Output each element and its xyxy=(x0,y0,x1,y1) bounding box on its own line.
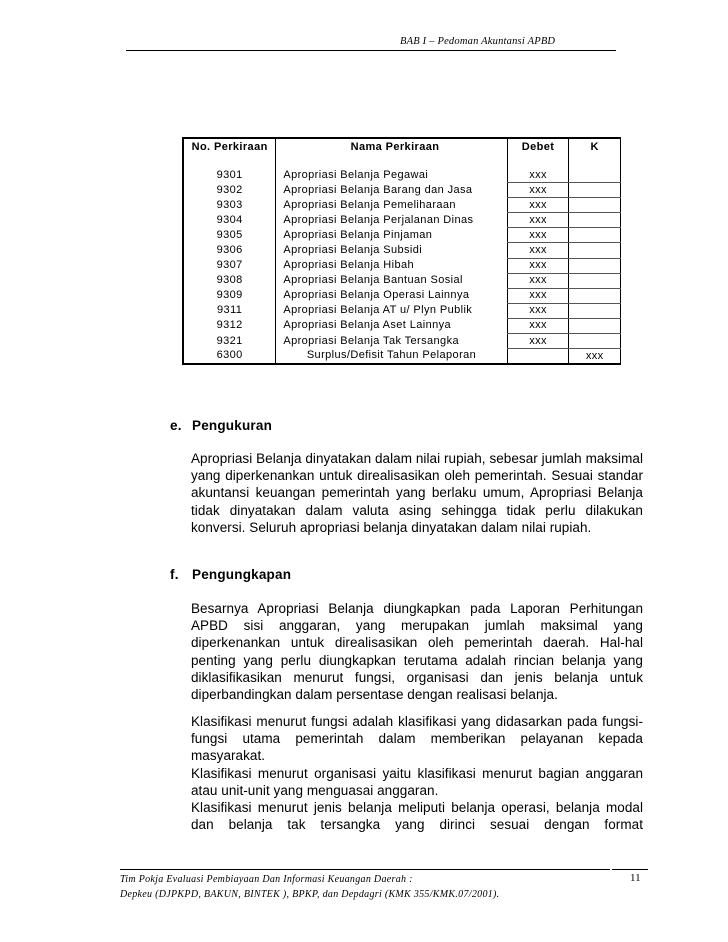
cell-nama: Apropriasi Belanja Subsidi xyxy=(276,243,507,258)
cell-no: 9303 xyxy=(183,198,276,213)
cell-k xyxy=(569,198,621,213)
cell-nama: Apropriasi Belanja Barang dan Jasa xyxy=(276,183,507,198)
header-rule xyxy=(126,50,616,51)
table-row xyxy=(183,334,621,349)
cell-debet: xxx xyxy=(507,243,569,258)
cell-nama: Surplus/Defisit Tahun Pelaporan xyxy=(276,349,507,365)
cell-nama: Apropriasi Belanja Bantuan Sosial xyxy=(276,273,507,288)
cell-nama: Apropriasi Belanja Pemeliharaan xyxy=(276,198,507,213)
cell-debet: xxx xyxy=(507,303,569,318)
table-row xyxy=(183,168,621,183)
cell-k xyxy=(569,243,621,258)
header-debet: Debet xyxy=(507,138,569,168)
cell-debet: xxx xyxy=(507,258,569,273)
cell-k xyxy=(569,258,621,273)
table-row xyxy=(183,273,621,288)
cell-k xyxy=(569,334,621,349)
footer-rule xyxy=(120,869,610,870)
cell-no: 9301 xyxy=(183,168,276,183)
section-e-heading xyxy=(170,418,272,433)
header-k: K xyxy=(569,138,621,168)
cell-k xyxy=(569,213,621,228)
table-header-row xyxy=(183,138,621,168)
section-f-paragraph-1: Besarnya Apropriasi Belanja diungkapkan pada Laporan Perhitungan APBD sisi anggaran, yang merupakan jumlah maksimal yang diperkenankan untuk direalisasikan oleh pemerintah daerah. Hal-hal penting yang perlu diungkapkan terutama adalah rincian belanja yang diklasifikasikan menurut fungsi, organisasi dan jenis belanja untuk diperbandingkan dalam persentase dengan realisasi belanja. xyxy=(191,601,643,703)
cell-nama: Apropriasi Belanja Pinjaman xyxy=(276,228,507,243)
running-header: BAB I – Pedoman Akuntansi APBD xyxy=(400,36,556,47)
cell-nama: Apropriasi Belanja Aset Lainnya xyxy=(276,318,507,333)
cell-debet: xxx xyxy=(507,318,569,333)
table-row xyxy=(183,213,621,228)
table-row xyxy=(183,198,621,213)
cell-k xyxy=(569,228,621,243)
cell-k xyxy=(569,168,621,183)
table-row xyxy=(183,318,621,333)
table-row xyxy=(183,288,621,303)
section-f-paragraph-3: Klasifikasi menurut organisasi yaitu klasifikasi menurut bagian anggaran atau unit-unit yang menguasai anggaran. xyxy=(191,766,643,799)
cell-debet: xxx xyxy=(507,168,569,183)
cell-debet: xxx xyxy=(507,198,569,213)
cell-k: xxx xyxy=(569,349,621,365)
cell-no: 9311 xyxy=(183,303,276,318)
table-row xyxy=(183,183,621,198)
footer xyxy=(120,873,590,902)
cell-k xyxy=(569,303,621,318)
header-no-perkiraan: No. Perkiraan xyxy=(183,138,276,168)
section-f-heading xyxy=(170,567,291,582)
cell-nama: Apropriasi Belanja AT u/ Plyn Publik xyxy=(276,303,507,318)
table-row-total xyxy=(183,349,621,365)
cell-no: 9309 xyxy=(183,288,276,303)
table-row xyxy=(183,303,621,318)
cell-nama: Apropriasi Belanja Hibah xyxy=(276,258,507,273)
section-f-title: Pengungkapan xyxy=(192,567,292,582)
cell-debet: xxx xyxy=(507,213,569,228)
cell-k xyxy=(569,273,621,288)
cell-nama: Apropriasi Belanja Tak Tersangka xyxy=(276,334,507,349)
cell-no: 9321 xyxy=(183,334,276,349)
cell-no: 9306 xyxy=(183,243,276,258)
cell-nama: Apropriasi Belanja Perjalanan Dinas xyxy=(276,213,507,228)
cell-nama: Apropriasi Belanja Pegawai xyxy=(276,168,507,183)
cell-debet: xxx xyxy=(507,228,569,243)
cell-debet xyxy=(507,349,569,365)
cell-no: 9308 xyxy=(183,273,276,288)
cell-debet: xxx xyxy=(507,334,569,349)
section-f-label: f. xyxy=(170,567,179,582)
section-f-paragraph-4: Klasifikasi menurut jenis belanja meliputi belanja operasi, belanja modal dan belanja tak tersangka yang dirinci sesuai dengan format xyxy=(191,800,643,833)
footer-line-2: Depkeu (DJPKPD, BAKUN, BINTEK ), BPKP, dan Depdagri (KMK 355/KMK.07/2001). xyxy=(120,888,500,900)
cell-no: 9304 xyxy=(183,213,276,228)
header-nama-perkiraan: Nama Perkiraan xyxy=(276,138,507,168)
footer-rule-page xyxy=(612,869,648,870)
page-number: 11 xyxy=(630,872,641,884)
section-e-label: e. xyxy=(170,418,182,433)
cell-k xyxy=(569,183,621,198)
cell-nama: Apropriasi Belanja Operasi Lainnya xyxy=(276,288,507,303)
section-e-paragraph: Apropriasi Belanja dinyatakan dalam nilai rupiah, sebesar jumlah maksimal yang diperkenankan untuk direalisasikan oleh pemerintah. Sesuai standar akuntansi keuangan pemerintah yang berlaku umum, Apropriasi Belanja tidak dinyatakan dalam valuta asing sehingga tidak perlu dilakukan konversi. Seluruh apropriasi belanja dinyatakan dalam nilai rupiah. xyxy=(191,451,643,535)
cell-no: 9307 xyxy=(183,258,276,273)
cell-debet: xxx xyxy=(507,183,569,198)
cell-k xyxy=(569,318,621,333)
accounts-table xyxy=(182,137,621,365)
footer-line-1: Tim Pokja Evaluasi Pembiayaan Dan Informasi Keuangan Daerah : xyxy=(120,874,413,885)
table-row xyxy=(183,228,621,243)
cell-k xyxy=(569,288,621,303)
section-e-title: Pengukuran xyxy=(192,418,273,433)
table-row xyxy=(183,243,621,258)
cell-debet: xxx xyxy=(507,273,569,288)
section-f-paragraph-2: Klasifikasi menurut fungsi adalah klasifikasi yang didasarkan pada fungsi-fungsi utama pemerintah dalam memberikan pelayanan kepada masyarakat. xyxy=(191,714,643,764)
cell-debet: xxx xyxy=(507,288,569,303)
table-row xyxy=(183,258,621,273)
cell-no: 9305 xyxy=(183,228,276,243)
cell-no: 6300 xyxy=(183,349,276,365)
cell-no: 9302 xyxy=(183,183,276,198)
cell-no: 9312 xyxy=(183,318,276,333)
